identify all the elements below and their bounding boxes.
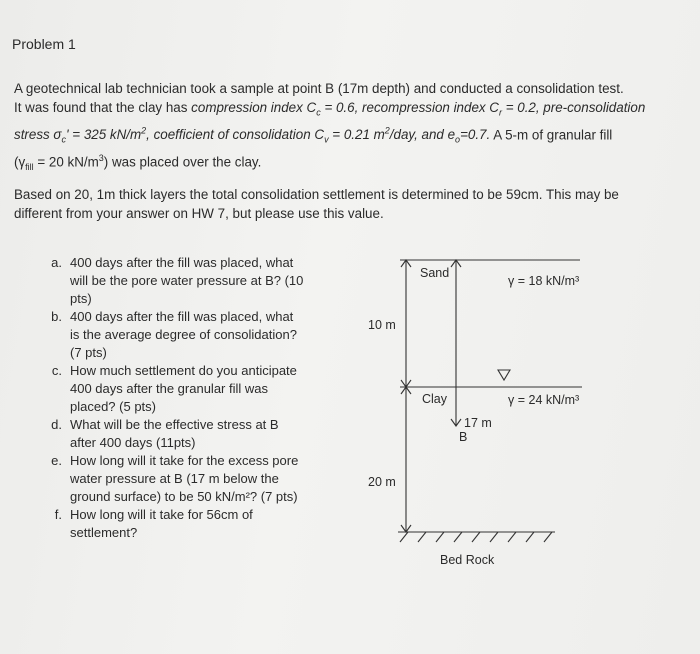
bedrock-label: Bed Rock [440, 553, 495, 567]
question-item [44, 416, 304, 452]
note-line-2: different from your answer on HW 7, but please use this value. [14, 205, 384, 221]
question-text: 400 days after the fill was placed, what is the average degree of consolidation? (7 pts) [70, 309, 297, 360]
question-text: How long will it take for the excess pore water pressure at B (17 m below the ground surface) to be 50 kN/m²? (7 pts) [70, 453, 299, 504]
sand-thickness-label: 10 m [368, 318, 396, 332]
problem-title: Problem 1 [12, 36, 76, 52]
question-item [44, 452, 304, 506]
question-letter: e. [51, 453, 62, 468]
statement-line-1: A geotechnical lab technician took a sample at point B (17m depth) and conducted a consolidation test. [14, 81, 624, 96]
question-text: 400 days after the fill was placed, what will be the pore water pressure at B? (10 pts) [70, 255, 304, 306]
water-table-icon [498, 370, 510, 380]
soil-profile-lines [360, 250, 590, 580]
statement-line-2: It was found that the clay has compression index $C_c = 0.6$, recompression index $C_r = 0.2$, pre-consolidation [14, 99, 646, 118]
question-letter: b. [51, 309, 62, 324]
question-item [44, 506, 304, 542]
question-text: How much settlement do you anticipate 400 days after the granular fill was placed? (5 pts) [70, 363, 297, 414]
question-item [44, 308, 304, 362]
clay-label: Clay [422, 392, 448, 406]
question-list [44, 254, 304, 542]
question-text: What will be the effective stress at B after 400 days (11pts) [70, 417, 279, 450]
question-letter: f. [54, 507, 62, 522]
question-item [44, 254, 304, 308]
statement-line-3: stress $\sigma_c' = 325$ $kN/m^2$, coefficient of consolidation $C_v = 0.21$ $m^2$/day, and $e_o=0.7$. A 5-m of granular fill [14, 125, 613, 145]
clay-thickness-label: 20 m [368, 475, 396, 489]
clay-unit-weight: γ = 24 kN/m³ [508, 393, 580, 407]
question-letter: d. [51, 417, 62, 432]
question-letter: c. [51, 363, 62, 378]
bedrock-hatching-icon [400, 532, 552, 542]
sand-unit-weight: γ = 18 kN/m³ [508, 274, 580, 288]
statement-line-4: ($\gamma_{fill} = 20$ $kN/m^3$) was placed over the clay. [14, 153, 262, 173]
point-b-label: B [459, 430, 468, 444]
depth-label: 17 m [464, 416, 492, 430]
question-letter: a. [51, 255, 62, 270]
soil-profile-diagram [360, 250, 590, 580]
settlement-note [14, 186, 674, 223]
note-line-1: Based on 20, 1m thick layers the total consolidation settlement is determined to be 59cm. This may be [14, 187, 619, 202]
sand-label: Sand [420, 266, 450, 280]
question-item [44, 362, 304, 416]
problem-statement [14, 80, 674, 177]
question-text: How long will it take for 56cm of settlement? [70, 507, 253, 540]
